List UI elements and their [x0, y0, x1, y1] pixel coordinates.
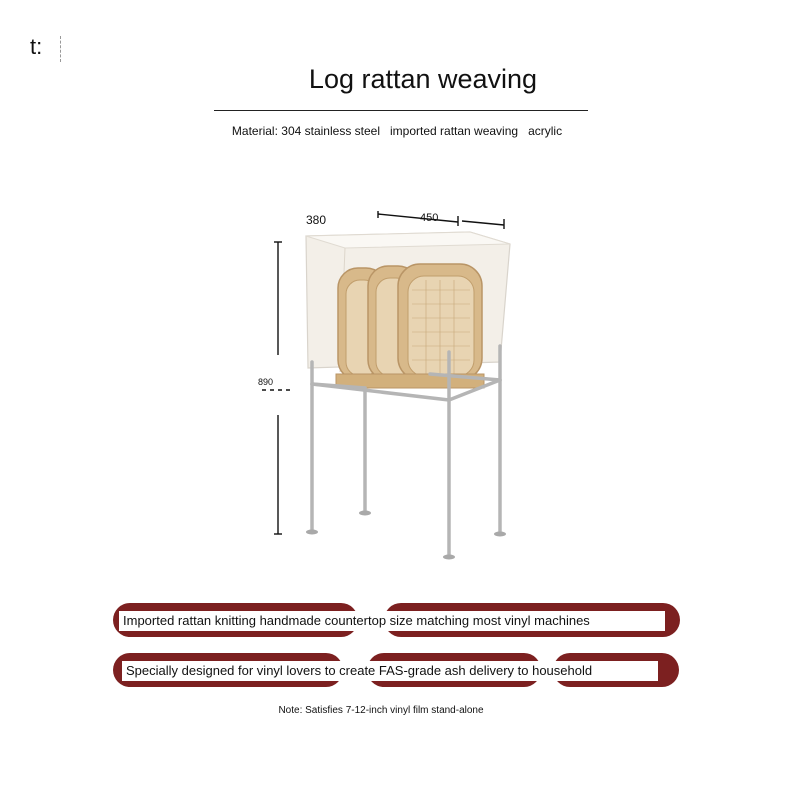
depth-dimension: 380 — [306, 213, 327, 227]
page-title: Log rattan weaving — [308, 64, 538, 94]
feature-pill-row-1 — [0, 603, 800, 637]
feature-text-2: Specially designed for vinyl lovers to create FAS-grade ash delivery to household — [122, 661, 658, 681]
rattan-dividers — [336, 264, 484, 388]
frame-feet — [306, 511, 506, 560]
corner-mark: t: — [30, 34, 43, 59]
feature-pill-row-2 — [0, 653, 800, 687]
height-dimension: 890 — [258, 377, 274, 387]
material-line: Material: 304 stainless steel imported rattan weaving acrylic — [231, 124, 563, 138]
width-dimension: 450 — [420, 212, 439, 224]
footnote: Note: Satisfies 7-12-inch vinyl film stand-alone — [278, 705, 484, 716]
feature-text-1: Imported rattan knitting handmade countertop size matching most vinyl machines — [119, 611, 665, 631]
